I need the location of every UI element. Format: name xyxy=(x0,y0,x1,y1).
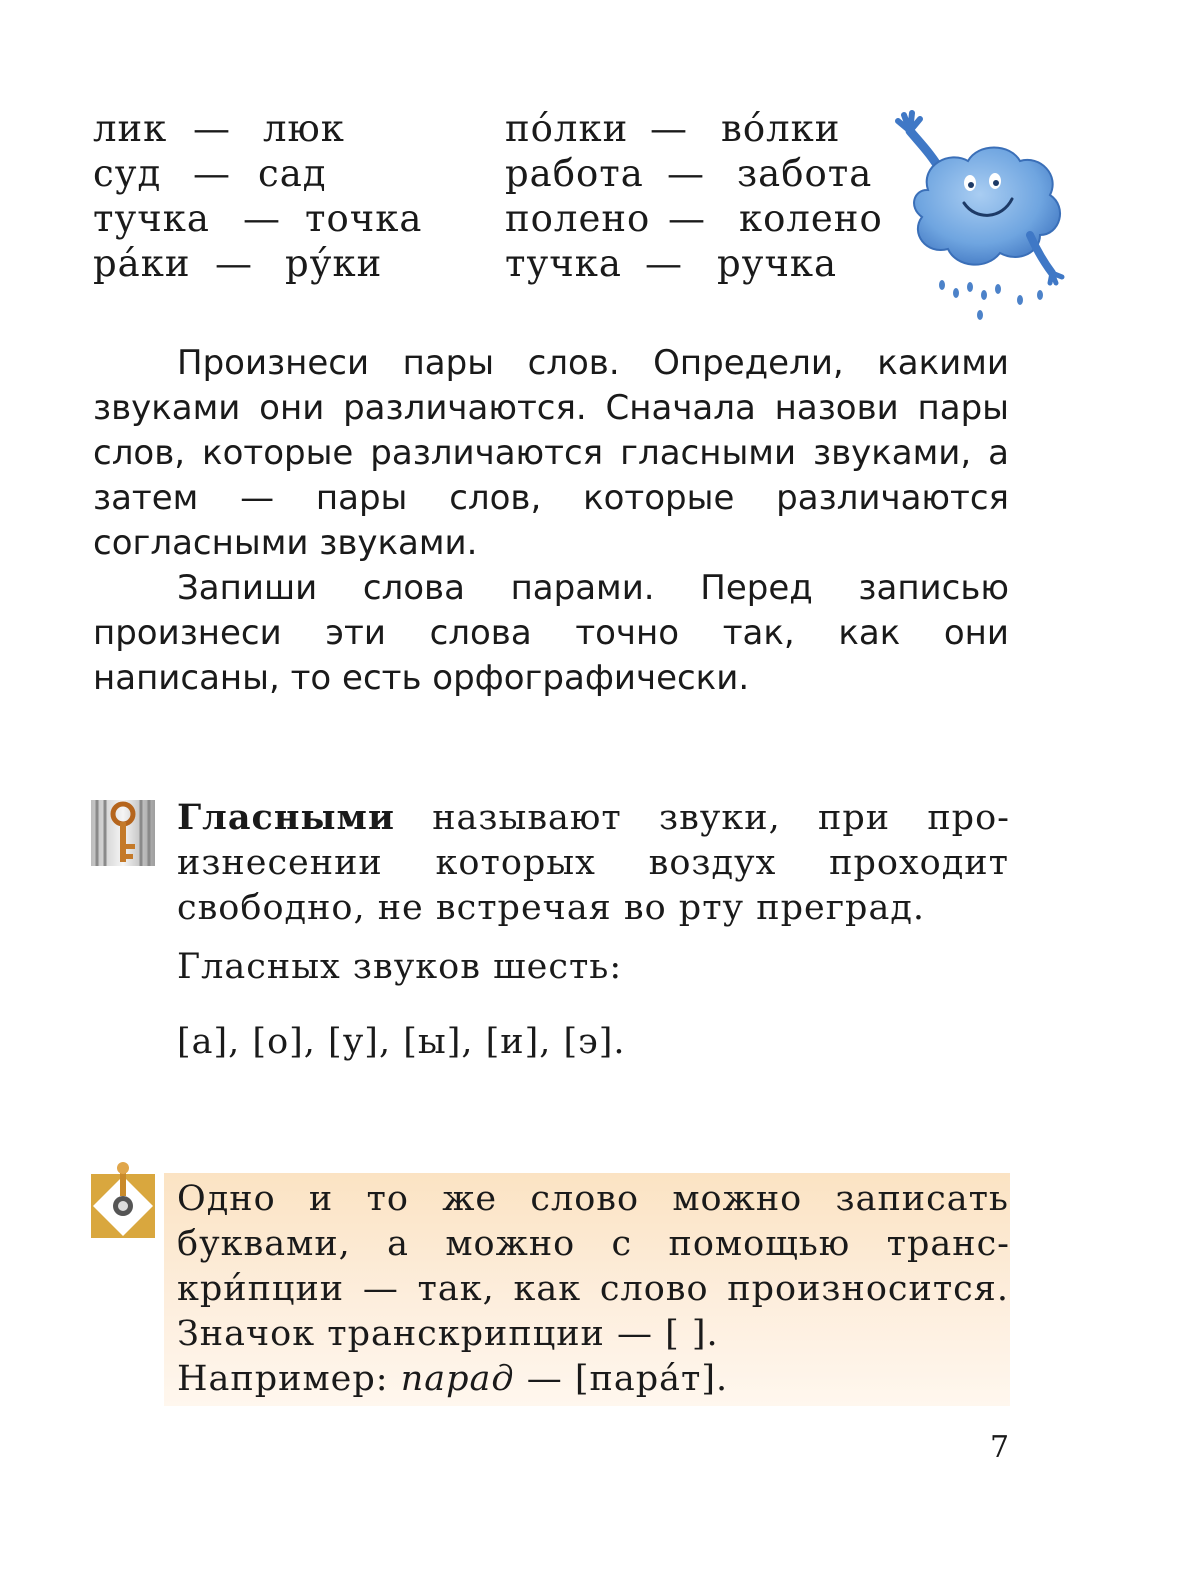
note-example xyxy=(177,1357,1009,1402)
word: лик xyxy=(93,107,168,150)
word: полено xyxy=(505,197,651,240)
transcription-note xyxy=(177,1177,1009,1402)
cloud-character-illustration xyxy=(880,95,1070,330)
note-text: Одно и то же слово можно записать буквами, а можно с помощью транскри́пции — так, как слово произносится. Значок транскрипции — [ ]. xyxy=(177,1179,1009,1354)
word: забота xyxy=(737,152,873,195)
exercise-instructions xyxy=(93,341,1009,701)
dash: — xyxy=(650,107,688,150)
dash: — xyxy=(243,197,281,240)
example-word: парад xyxy=(400,1359,515,1399)
dash: — xyxy=(668,197,706,240)
word: тучка xyxy=(93,197,210,240)
word: суд xyxy=(93,152,162,195)
dash: — xyxy=(667,152,705,195)
dash: — xyxy=(193,152,231,195)
vowel-count: Гласных звуков шесть: xyxy=(177,947,623,987)
word: колено xyxy=(739,197,883,240)
example-dash: — xyxy=(514,1359,575,1399)
dash: — xyxy=(215,242,253,285)
rule-term: Гласными xyxy=(177,797,395,838)
instruction-paragraph: Запиши слова парами. Перед записью произнеси эти слова точно так, как они написаны, то есть орфографически. xyxy=(93,568,1009,698)
word: точка xyxy=(305,197,423,240)
dash: — xyxy=(193,107,231,150)
key-icon xyxy=(91,800,155,866)
word: ру́ки xyxy=(285,242,383,285)
word: люк xyxy=(263,107,345,150)
rule-definition-text: называют звуки, при произнесении которых воздух проходит свободно, не встречая во рту преград. xyxy=(177,798,1009,928)
example-transcription: [пара́т]. xyxy=(574,1359,729,1399)
word: сад xyxy=(258,152,327,195)
dash: — xyxy=(645,242,683,285)
page-number: 7 xyxy=(990,1430,1010,1465)
vowel-sounds: [а], [о], [у], [ы], [и], [э]. xyxy=(177,1022,626,1062)
vowels-rule xyxy=(177,795,1009,1065)
word: во́лки xyxy=(721,107,841,150)
word: ручка xyxy=(717,242,838,285)
word: работа xyxy=(505,152,644,195)
lamp-hint-icon xyxy=(91,1162,155,1238)
word: тучка xyxy=(505,242,622,285)
instruction-paragraph: Произнеси пары слов. Определи, какими звуками они различаются. Сначала назови пары слов, которые различаются гласными звуками, а затем — пары слов, которые различаются согласными звуками. xyxy=(93,343,1009,563)
example-label: Например: xyxy=(177,1359,401,1399)
word: ра́ки xyxy=(93,242,191,285)
word: по́лки xyxy=(505,107,629,150)
rule-definition xyxy=(177,795,1009,931)
